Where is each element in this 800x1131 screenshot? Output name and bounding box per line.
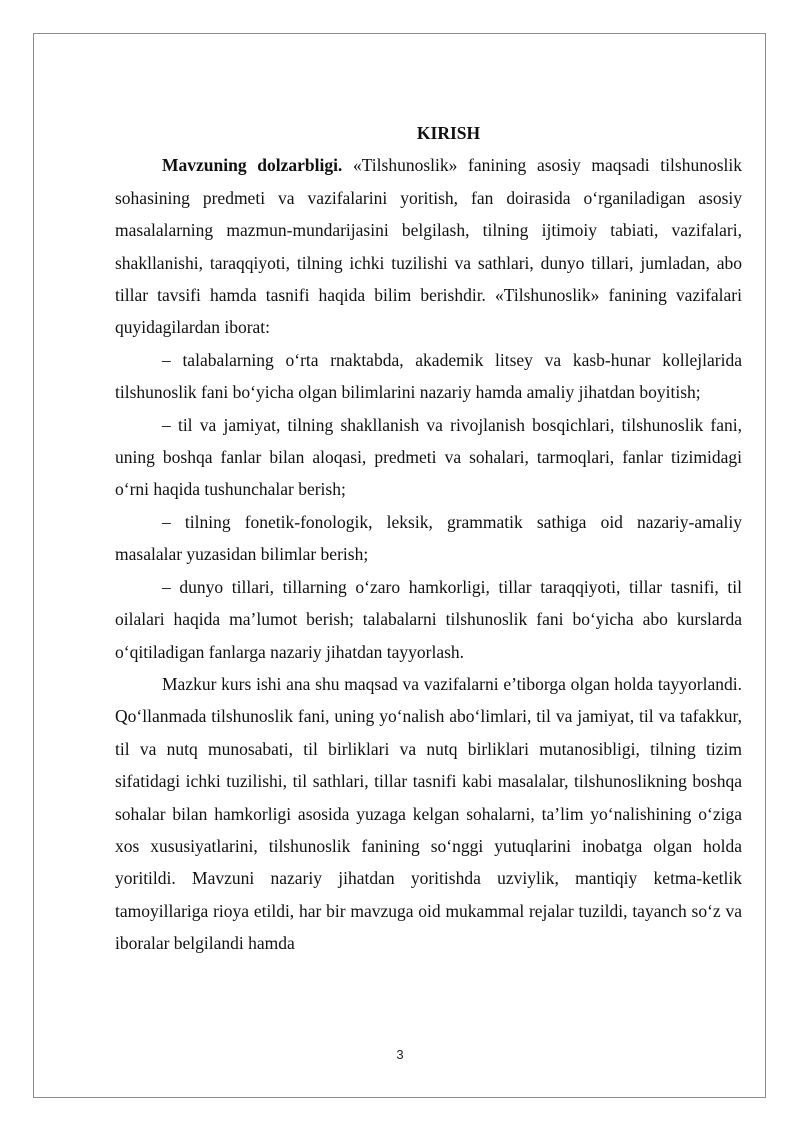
- document-body: [115, 117, 742, 960]
- paragraph-relevance: [115, 149, 742, 343]
- paragraph-text: «Tilshunoslik» fanining asosiy maqsadi tilshunoslik sohasining predmeti va vazifalarini yoritish, fan doirasida o‘rganiladigan asosiy masalalarning mazmun-mundarijasini belgilash, tilning ijtimoiy tabiati, vazifalari, shakllanishi, taraqqiyoti, tilning ichki tuzilishi va sathlari, dunyo tillari, jumladan, abo tillar tavsifi hamda tasnifi haqida bilim berishdir. «Tilshunoslik» fanining vazifalari quyidagilardan iborat:: [115, 155, 742, 338]
- list-item-2: – til va jamiyat, tilning shakllanish va rivojlanish bosqichlari, tilshunoslik fani, uning boshqa fanlar bilan aloqasi, predmeti va sohalari, tarmoqlari, fanlar tizimidagi o‘rni haqida tushunchalar berish;: [115, 414, 742, 500]
- paragraph-lead: Mavzuning dolzarbligi.: [162, 155, 343, 176]
- page-number: 3: [396, 1047, 404, 1062]
- list-item-4: – dunyo tillari, tillarning o‘zaro hamkorligi, tillar taraqqiyoti, tillar tasnifi, til oilalari haqida ma’lumot berish; talabalarni tilshunoslik fani bo‘yicha abo kurslarda o‘qitiladigan fanlarga nazariy jihatdan tayyorlash.: [115, 576, 742, 662]
- list-item-1: – talabalarning o‘rta rnaktabda, akademik litsey va kasb-hunar kollejlarida tilshunoslik fani bo‘yicha olgan bilimlarini nazariy hamda amaliy jihatdan boyitish;: [115, 349, 742, 403]
- paragraph-course-work: Mazkur kurs ishi ana shu maqsad va vazifalarni e’tiborga olgan holda tayyorlandi. Qo‘llanmada tilshunoslik fani, uning yo‘nalish abo‘limlari, til va jamiyat, til va tafakkur, til va nutq munosabati, til birliklari va nutq birliklari mutanosibligi, tilning tizim sifatidagi ichki tuzilishi, til sathlari, tillar tasnifi kabi masalalar, tilshunoslikning boshqa sohalar bilan hamkorligi asosida yuzaga kelgan sohalarni, ta’lim yo‘nalishining o‘ziga xos xususiyatlarini, tilshunoslik fanining so‘nggi yutuqlarini inobatga olgan holda yoritildi. Mavzuni nazariy jihatdan yoritishda uzviylik, mantiqiy ketma-ketlik tamoyillariga rioya etildi, har bir mavzuga oid mukammal rejalar tuzildi, tayanch so‘z va iboralar belgilandi hamda: [115, 673, 742, 954]
- section-heading: KIRISH: [416, 123, 481, 143]
- list-item-3: – tilning fonetik-fonologik, leksik, grammatik sathiga oid nazariy-amaliy masalalar yuzasidan bilimlar berish;: [115, 511, 742, 565]
